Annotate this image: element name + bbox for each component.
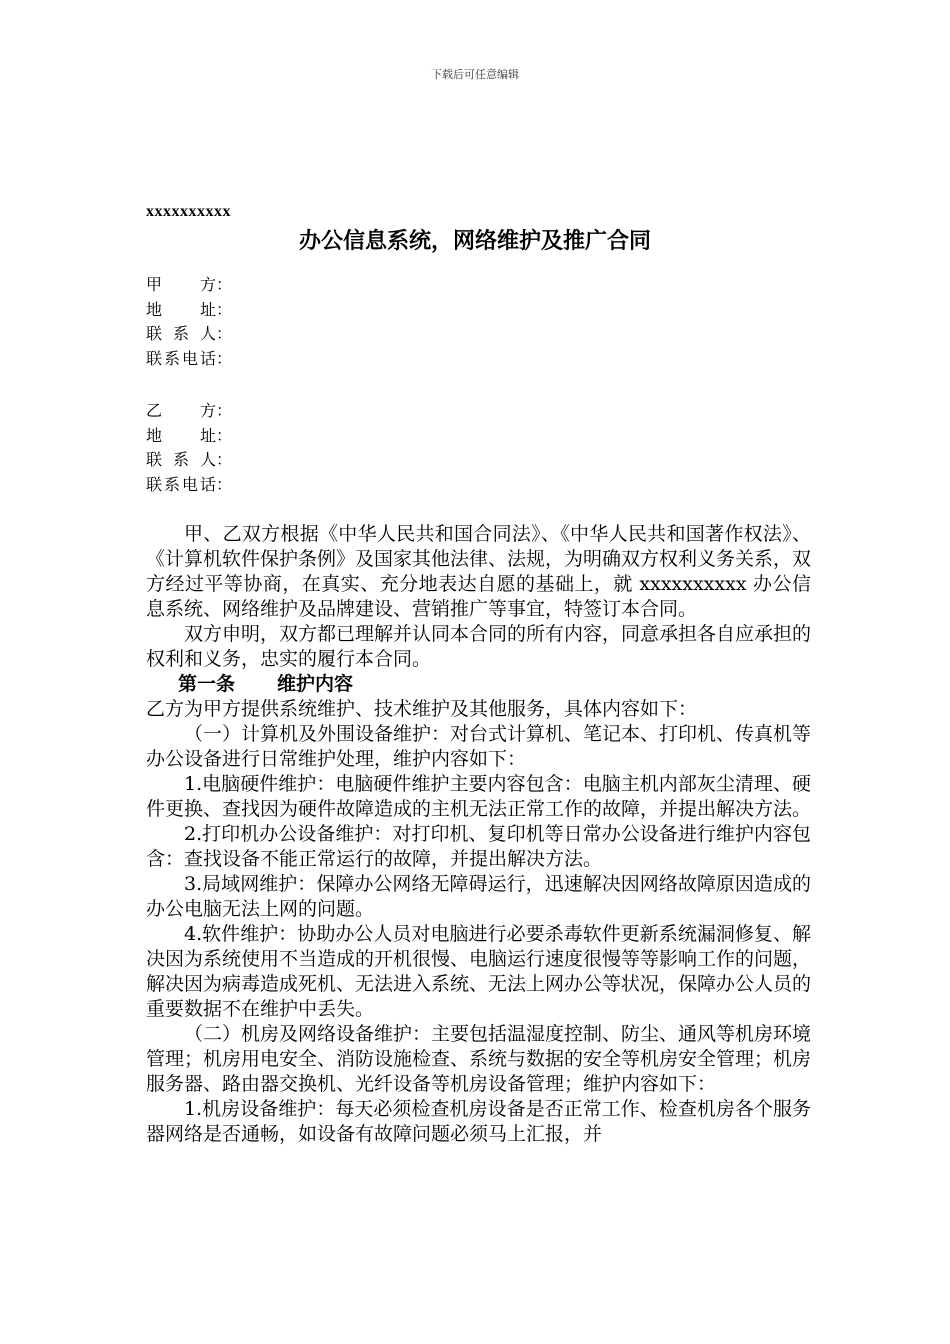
field-colon: ：: [216, 348, 233, 368]
party-b-address-row: [146, 424, 232, 449]
contract-prefix: xxxxxxxxxx: [146, 203, 231, 220]
paragraph-section-1: （一）计算机及外围设备维护：对台式计算机、笔记本、打印机、传真机等办公设备进行日常维护处理，维护内容如下：: [146, 723, 812, 770]
field-colon: ：: [216, 474, 233, 494]
article-1-heading: [146, 672, 811, 697]
article-title: 维护内容: [277, 673, 354, 695]
contract-body: [146, 522, 811, 1147]
party-b-phone-row: [146, 473, 232, 498]
field-label: 甲 方: [146, 275, 216, 294]
field-colon: ：: [216, 275, 233, 294]
field-label: 地 址: [146, 425, 216, 445]
paragraph-section-2: （二）机房及网络设备维护：主要包括温湿度控制、防尘、通风等机房环境管理；机房用电安全、消防设施检查、系统与数据的安全等机房安全管理；机房服务器、路由器交换机、光纤设备等机房设备管理；维护内容如下：: [146, 1023, 812, 1095]
header-note: 下载后可任意编辑: [431, 68, 519, 81]
field-label: 联系电话: [146, 474, 216, 494]
paragraph-legal-basis: 甲、乙双方根据《中华人民共和国合同法》、《中华人民共和国著作权法》、《计算机软件保护条例》及国家其他法律、法规，为明确双方权利义务关系，双方经过平等协商，在真实、充分地表达自愿的基础上，就 xxxxxxxxxx 办公信息系统、网络维护及品牌建设、营销推广等事宜，特签订本合同。: [146, 523, 812, 620]
paragraph-item-machine-room: 1.机房设备维护：每天必须检查机房设备是否正常工作、检查机房各个服务器网络是否通畅，如设备有故障问题必须马上汇报，并: [146, 1098, 811, 1145]
article-number: 第一条: [178, 673, 236, 695]
field-colon: ：: [216, 299, 233, 319]
party-a-block: [146, 273, 232, 371]
party-b-name-row: [146, 399, 232, 424]
field-label: 乙 方: [146, 401, 216, 420]
party-a-contact-row: [146, 322, 232, 347]
field-colon: ：: [216, 450, 233, 469]
party-a-address-row: [146, 298, 232, 323]
paragraph-services-intro: 乙方为甲方提供系统维护、技术维护及其他服务，具体内容如下：: [146, 698, 698, 720]
paragraph-declaration: 双方申明，双方都已理解并认同本合同的所有内容，同意承担各自应承担的权利和义务，忠实的履行本合同。: [146, 623, 812, 670]
field-colon: ：: [216, 324, 233, 343]
field-colon: ：: [216, 401, 233, 420]
field-label: 地 址: [146, 299, 216, 319]
party-a-phone-row: [146, 347, 232, 372]
paragraph-item-lan: 3.局域网维护：保障办公网络无障碍运行，迅速解决因网络故障原因造成的办公电脑无法上网的问题。: [146, 873, 811, 920]
party-b-block: [146, 399, 232, 497]
paragraph-item-printer: 2.打印机办公设备维护：对打印机、复印机等日常办公设备进行维护内容包含：查找设备不能正常运行的故障，并提出解决方法。: [146, 823, 811, 870]
page-title: 办公信息系统，网络维护及推广合同: [298, 228, 651, 254]
field-label: 联系电话: [146, 348, 216, 368]
paragraph-item-software: 4.软件维护：协助办公人员对电脑进行必要杀毒软件更新系统漏洞修复、解决因为系统使用不当造成的开机很慢、电脑运行速度很慢等等影响工作的问题，解决因为病毒造成死机、无法进入系统、无法上网办公等状况，保障办公人员的重要数据不在维护中丢失。: [146, 923, 812, 1020]
party-b-contact-row: [146, 448, 232, 473]
field-label: 联系人: [146, 324, 216, 343]
paragraph-item-hardware: 1.电脑硬件维护：电脑硬件维护主要内容包含：电脑主机内部灰尘清理、硬件更换、查找因为硬件故障造成的主机无法正常工作的故障，并提出解决方法。: [146, 773, 812, 820]
field-label: 联系人: [146, 450, 216, 469]
party-a-name-row: [146, 273, 232, 298]
field-colon: ：: [216, 425, 233, 445]
